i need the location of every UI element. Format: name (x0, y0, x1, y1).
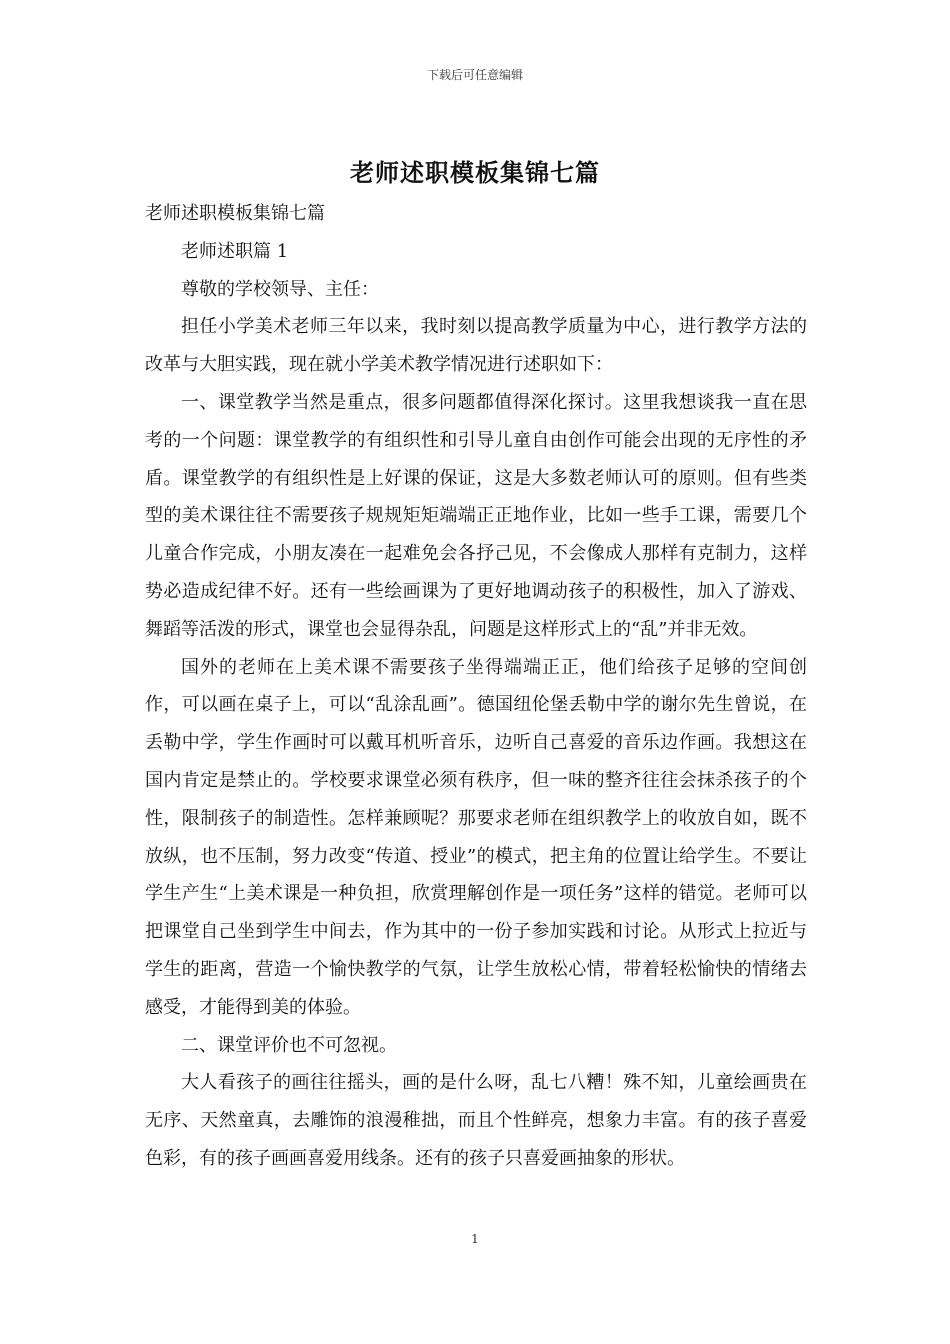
greeting: 尊敬的学校领导、主任： (181, 278, 379, 300)
paragraph-foreign-teachers: 国外的老师在上美术课不需要孩子坐得端端正正，他们给孩子足够的空间创作，可以画在桌子上，可以“乱涂乱画”。德国纽伦堡丢勒中学的谢尔先生曾说，在丢勒中学，学生作画时可以戴耳机听音乐，边听自己喜爱的音乐边作画。我想这在国内肯定是禁止的。学校要求课堂必须有秩序，但一味的整齐往往会抹杀孩子的个性，限制孩子的制造性。怎样兼顾呢？那要求老师在组织教学上的收放自如，既不放纵，也不压制，努力改变“传道、授业”的模式，把主角的位置让给学生。不要让学生产生“上美术课是一种负担，欣赏理解创作是一项任务”这样的错觉。老师可以把课堂自己坐到学生中间去，作为其中的一份子参加实践和讨论。从形式上拉近与学生的距离，营造一个愉快教学的气氛，让学生放松心情，带着轻松愉快的情绪去感受，才能得到美的体验。 (145, 656, 807, 1018)
document-subtitle: 老师述职模板集锦七篇 (145, 203, 325, 224)
page-number: 1 (471, 1232, 479, 1246)
paragraph-point-one: 一、课堂教学当然是重点，很多问题都值得深化探讨。这里我想谈我一直在思考的一个问题：课堂教学的有组织性和引导儿童自由创作可能会出现的无序性的矛盾。课堂教学的有组织性是上好课的保证，这是大多数老师认可的原则。但有些类型的美术课往往不需要孩子规规矩矩端端正正地作业，比如一些手工课，需要几个儿童合作完成，小朋友凑在一起难免会各抒己见，不会像成人那样有克制力，这样势必造成纪律不好。还有一些绘画课为了更好地调动孩子的积极性，加入了游戏、舞蹈等活泼的形式，课堂也会显得杂乱，问题是这样形式上的“乱”并非无效。 (145, 391, 807, 640)
paragraph-children-drawing: 大人看孩子的画往往摇头，画的是什么呀，乱七八糟！殊不知，儿童绘画贵在无序、天然童真，去雕饰的浪漫稚拙，而且个性鲜亮，想象力丰富。有的孩子喜爱色彩，有的孩子画画喜爱用线条。还有的孩子只喜爱画抽象的形状。 (145, 1072, 807, 1169)
document-body (145, 195, 807, 1178)
page-header: 下载后可任意编辑 (426, 68, 523, 82)
document-title: 老师述职模板集锦七篇 (350, 158, 600, 187)
section-heading: 老师述职篇 1 (181, 240, 289, 262)
paragraph-point-two: 二、课堂评价也不可忽视。 (181, 1034, 397, 1056)
paragraph-intro: 担任小学美术老师三年以来，我时刻以提高教学质量为中心，进行教学方法的改革与大胆实践，现在就小学美术教学情况进行述职如下： (145, 316, 807, 376)
